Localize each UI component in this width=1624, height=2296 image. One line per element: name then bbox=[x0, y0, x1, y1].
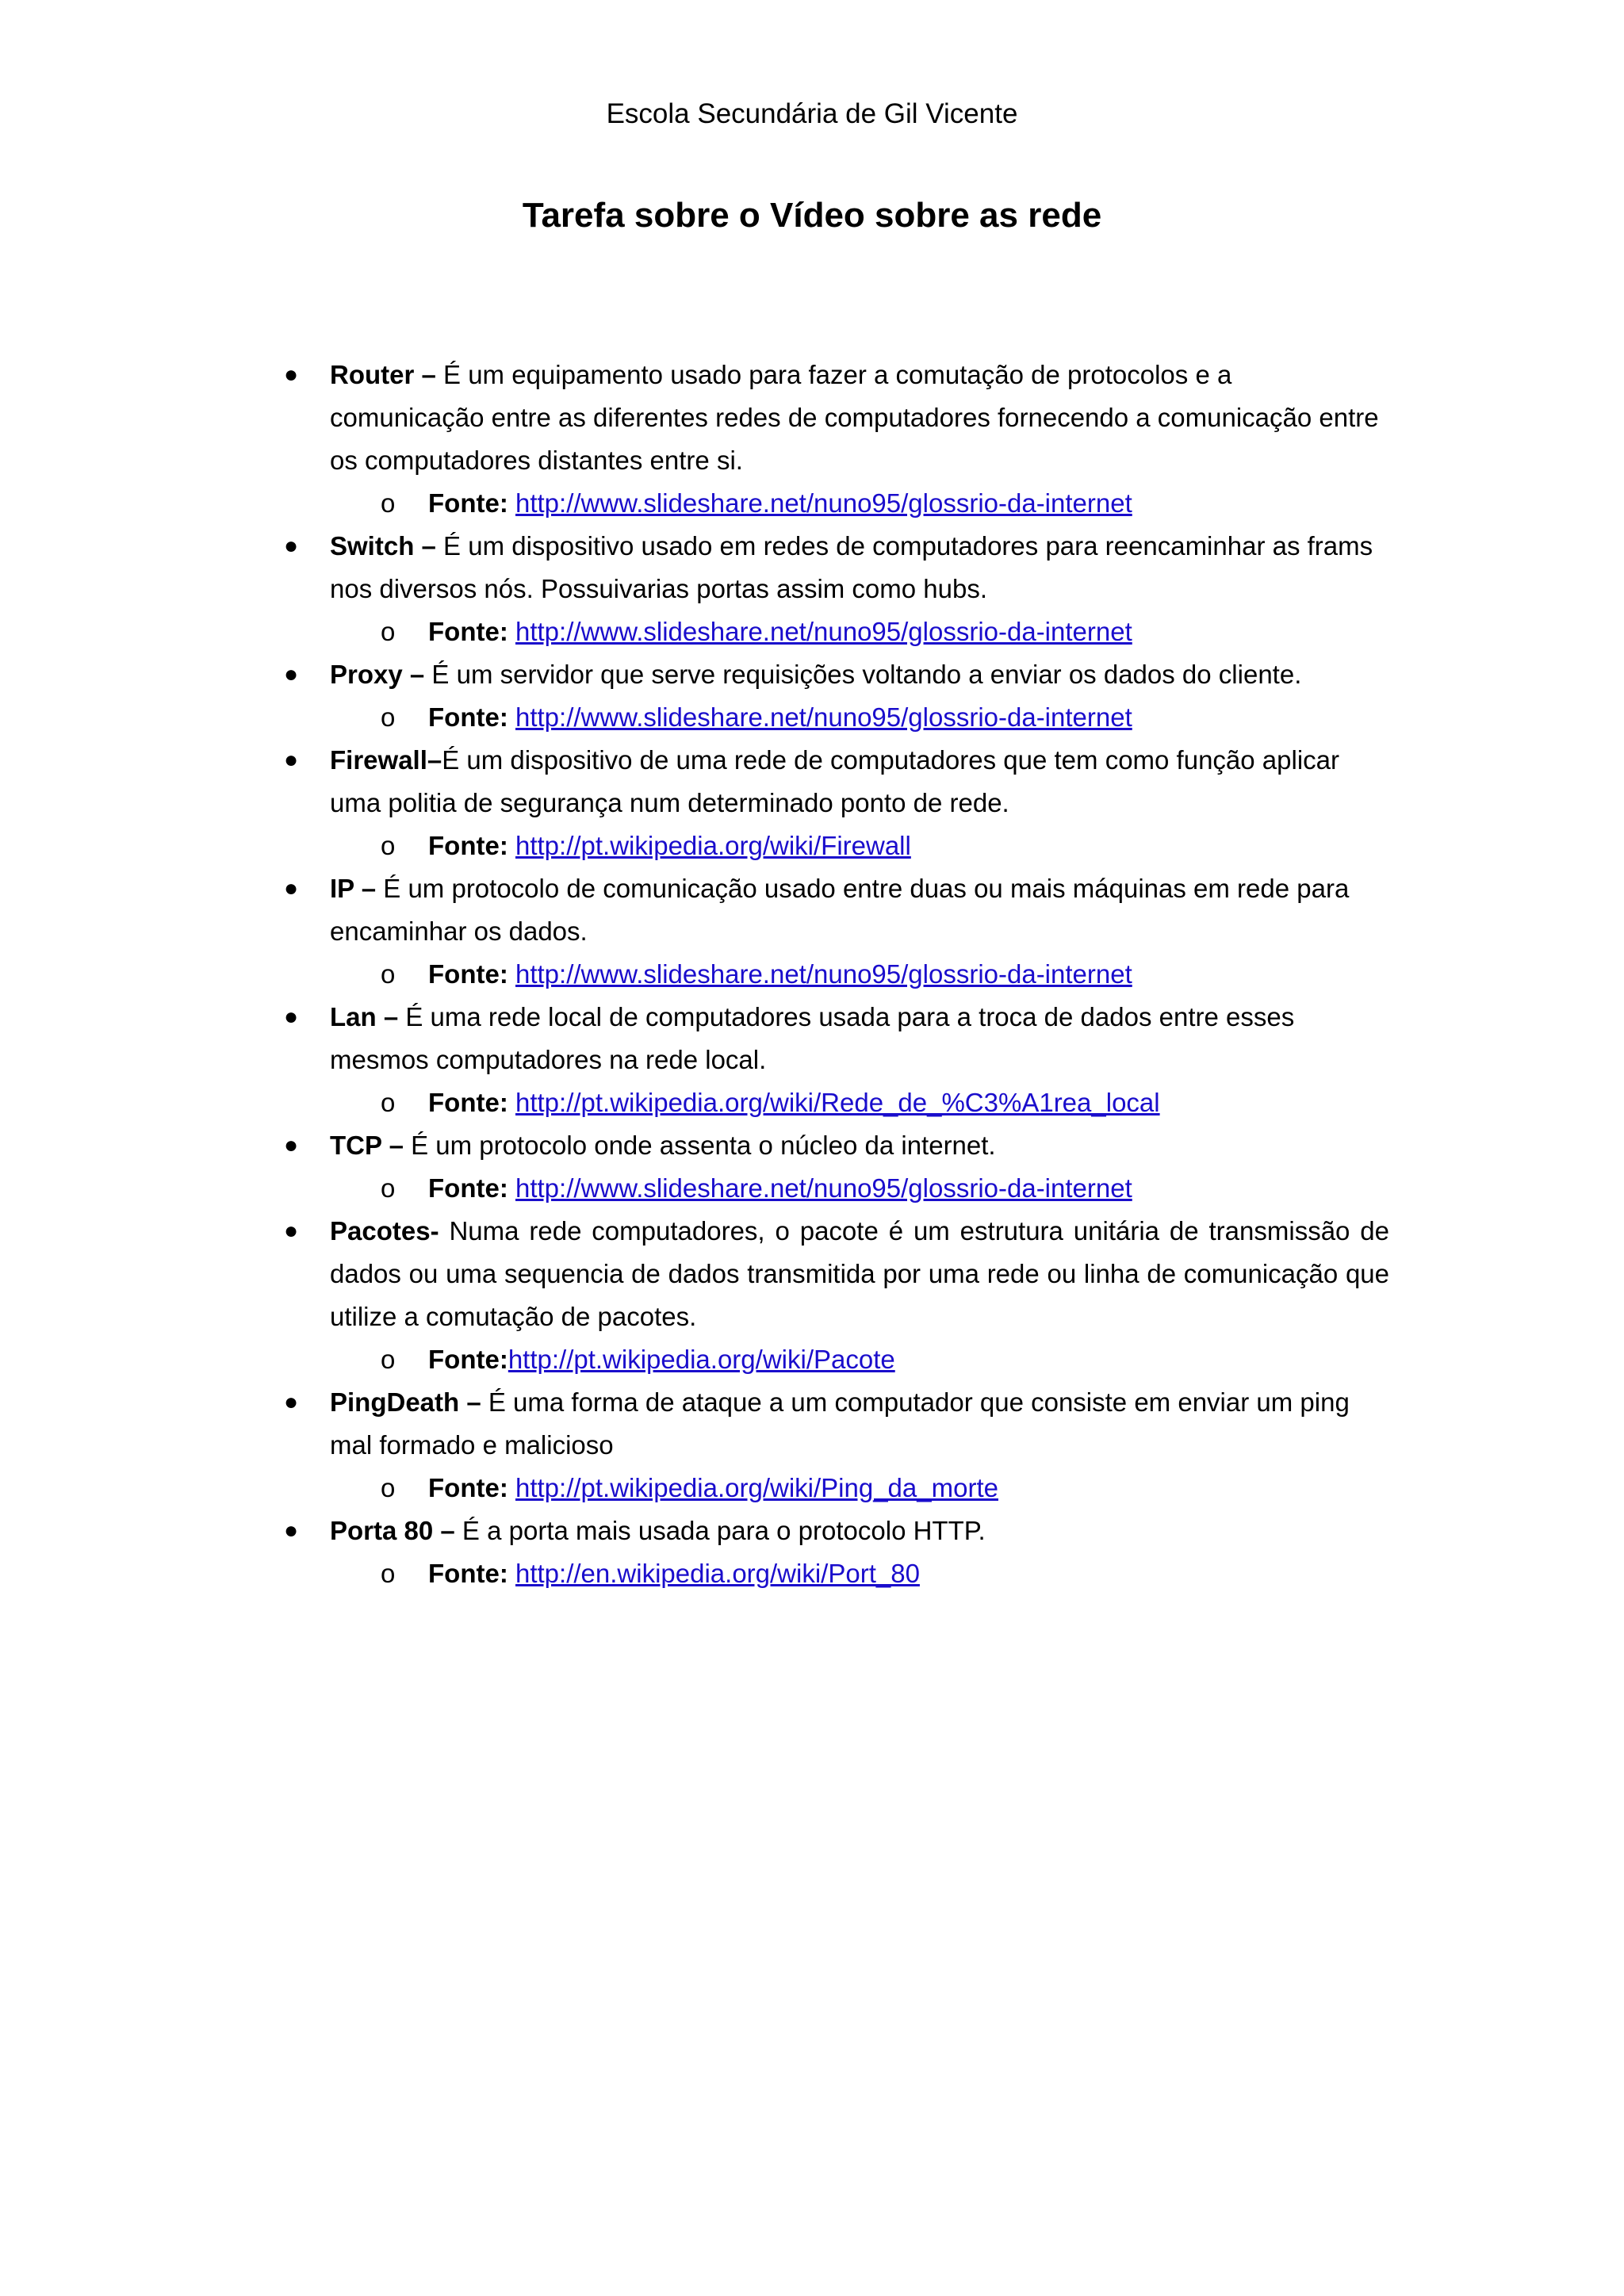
entry-definition: É um protocolo de comunicação usado entre duas ou mais máquinas em rede para encaminhar os dados. bbox=[330, 874, 1350, 946]
entry-source bbox=[381, 1338, 1624, 1381]
entry-text bbox=[330, 1124, 1389, 1167]
source-label: Fonte: bbox=[428, 831, 508, 860]
source-link[interactable]: http://www.slideshare.net/nuno95/glossrio-da-internet bbox=[515, 617, 1132, 646]
entry-text bbox=[330, 354, 1389, 482]
entry-source bbox=[381, 610, 1624, 653]
circle-bullet-icon: o bbox=[381, 831, 396, 860]
bullet-icon: ● bbox=[284, 1218, 299, 1244]
page-title: Tarefa sobre o Vídeo sobre as rede bbox=[522, 196, 1102, 235]
circle-bullet-icon: o bbox=[381, 488, 396, 518]
glossary-entry-tcp bbox=[0, 1124, 1624, 1210]
entry-text bbox=[330, 653, 1389, 696]
source-link[interactable]: http://pt.wikipedia.org/wiki/Firewall bbox=[515, 831, 911, 860]
entry-source bbox=[381, 1552, 1624, 1595]
glossary-entry-pacotes bbox=[0, 1210, 1624, 1381]
glossary-entry-lan bbox=[0, 996, 1624, 1124]
entry-text bbox=[330, 1510, 1389, 1552]
glossary-entry-firewall bbox=[0, 739, 1624, 867]
source-link[interactable]: http://pt.wikipedia.org/wiki/Rede_de_%C3%A1rea_local bbox=[515, 1088, 1160, 1117]
entry-term: Router – bbox=[330, 360, 436, 389]
source-label: Fonte: bbox=[428, 1473, 508, 1502]
bullet-icon: ● bbox=[284, 1389, 299, 1415]
entry-term: Pacotes- bbox=[330, 1216, 439, 1246]
entry-text bbox=[330, 739, 1389, 825]
entry-definition: É um dispositivo usado em redes de computadores para reencaminhar as frams nos diversos nós. Possuivarias portas assim como hubs. bbox=[330, 531, 1373, 603]
bullet-icon: ● bbox=[284, 1517, 299, 1544]
bullet-icon: ● bbox=[284, 1004, 299, 1030]
bullet-icon: ● bbox=[284, 747, 299, 773]
entry-term: PingDeath – bbox=[330, 1387, 481, 1417]
source-link[interactable]: http://pt.wikipedia.org/wiki/Ping_da_morte bbox=[515, 1473, 998, 1502]
entry-definition: É um dispositivo de uma rede de computadores que tem como função aplicar uma politia de segurança num determinado ponto de rede. bbox=[330, 745, 1340, 817]
entry-definition: É um protocolo onde assenta o núcleo da internet. bbox=[403, 1131, 996, 1160]
circle-bullet-icon: o bbox=[381, 1473, 396, 1502]
entry-term: IP – bbox=[330, 874, 377, 903]
entry-text bbox=[330, 525, 1389, 610]
entry-term: Lan – bbox=[330, 1002, 399, 1031]
circle-bullet-icon: o bbox=[381, 959, 396, 989]
entry-definition: É a porta mais usada para o protocolo HTTP. bbox=[454, 1516, 986, 1545]
entry-term: Firewall– bbox=[330, 745, 442, 775]
circle-bullet-icon: o bbox=[381, 1559, 396, 1588]
circle-bullet-icon: o bbox=[381, 617, 396, 646]
entry-text bbox=[330, 867, 1389, 953]
entry-source bbox=[381, 696, 1624, 739]
circle-bullet-icon: o bbox=[381, 1345, 396, 1374]
entry-definition: É uma forma de ataque a um computador que consiste em enviar um ping mal formado e malicioso bbox=[330, 1387, 1350, 1460]
circle-bullet-icon: o bbox=[381, 1088, 396, 1117]
bullet-icon: ● bbox=[284, 875, 299, 901]
entry-term: Proxy – bbox=[330, 660, 425, 689]
glossary-list bbox=[0, 354, 1624, 1595]
source-label: Fonte: bbox=[428, 1559, 508, 1588]
source-label: Fonte: bbox=[428, 617, 508, 646]
entry-source bbox=[381, 1467, 1624, 1510]
source-link[interactable]: http://en.wikipedia.org/wiki/Port_80 bbox=[515, 1559, 920, 1588]
entry-term: Switch – bbox=[330, 531, 436, 561]
entry-source bbox=[381, 482, 1624, 525]
source-label: Fonte: bbox=[428, 959, 508, 989]
entry-definition: É um equipamento usado para fazer a comutação de protocolos e a comunicação entre as diferentes redes de computadores fornecendo a comunicação entre os computadores distantes entre si. bbox=[330, 360, 1379, 475]
entry-text bbox=[330, 996, 1389, 1081]
circle-bullet-icon: o bbox=[381, 1173, 396, 1203]
source-link[interactable]: http://www.slideshare.net/nuno95/glossrio-da-internet bbox=[515, 702, 1132, 732]
glossary-entry-ip bbox=[0, 867, 1624, 996]
entry-text bbox=[330, 1210, 1389, 1338]
source-label: Fonte: bbox=[428, 702, 508, 732]
glossary-entry-pingdeath bbox=[0, 1381, 1624, 1510]
source-link[interactable]: http://pt.wikipedia.org/wiki/Pacote bbox=[508, 1345, 895, 1374]
entry-source bbox=[381, 1081, 1624, 1124]
glossary-entry-switch bbox=[0, 525, 1624, 653]
glossary-entry-proxy bbox=[0, 653, 1624, 739]
source-label: Fonte: bbox=[428, 488, 508, 518]
entry-term: TCP – bbox=[330, 1131, 404, 1160]
bullet-icon: ● bbox=[284, 533, 299, 559]
entry-source bbox=[381, 825, 1624, 867]
source-label: Fonte: bbox=[428, 1088, 508, 1117]
source-label: Fonte: bbox=[428, 1345, 508, 1374]
source-link[interactable]: http://www.slideshare.net/nuno95/glossrio-da-internet bbox=[515, 488, 1132, 518]
entry-definition: É uma rede local de computadores usada para a troca de dados entre esses mesmos computadores na rede local. bbox=[330, 1002, 1295, 1074]
bullet-icon: ● bbox=[284, 661, 299, 687]
entry-definition: É um servidor que serve requisições voltando a enviar os dados do cliente. bbox=[424, 660, 1302, 689]
entry-definition: Numa rede computadores, o pacote é um estrutura unitária de transmissão de dados ou uma sequencia de dados transmitida por uma rede ou linha de comunicação que utilize a comutação de pacotes. bbox=[330, 1216, 1389, 1331]
glossary-entry-router bbox=[0, 354, 1624, 525]
entry-term: Porta 80 – bbox=[330, 1516, 455, 1545]
glossary-entry-porta-80 bbox=[0, 1510, 1624, 1595]
entry-text bbox=[330, 1381, 1389, 1467]
entry-source bbox=[381, 953, 1624, 996]
circle-bullet-icon: o bbox=[381, 702, 396, 732]
source-label: Fonte: bbox=[428, 1173, 508, 1203]
entry-source bbox=[381, 1167, 1624, 1210]
source-link[interactable]: http://www.slideshare.net/nuno95/glossrio-da-internet bbox=[515, 1173, 1132, 1203]
source-link[interactable]: http://www.slideshare.net/nuno95/glossrio-da-internet bbox=[515, 959, 1132, 989]
school-name: Escola Secundária de Gil Vicente bbox=[606, 98, 1018, 129]
bullet-icon: ● bbox=[284, 1132, 299, 1158]
bullet-icon: ● bbox=[284, 362, 299, 388]
